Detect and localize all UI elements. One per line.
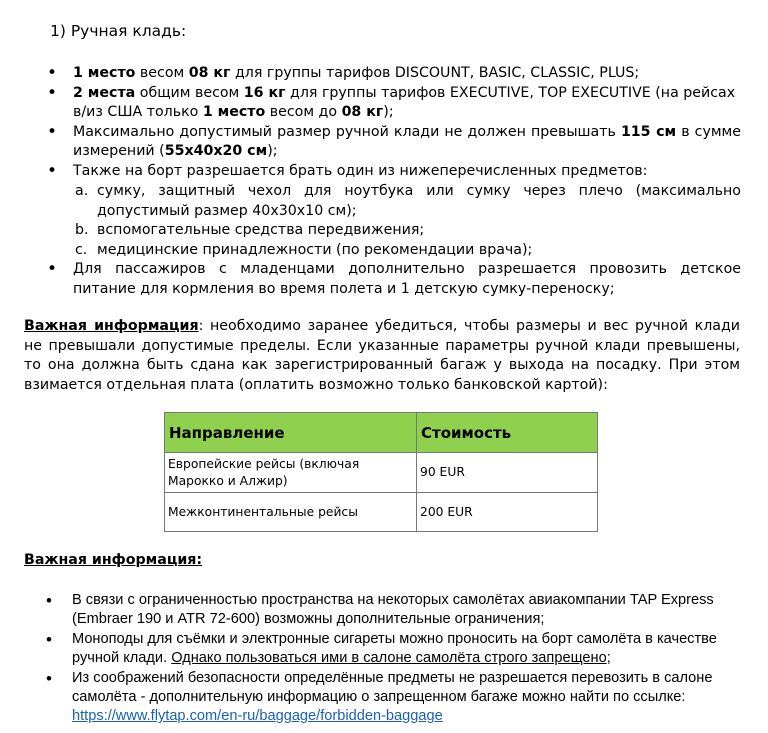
infant-list bbox=[73, 260, 741, 299]
important-info-paragraph: Важная информация: необходимо заранее убедиться, чтобы размеры и вес ручной клади не превышали допустимые пределы. Если указанные параметры ручной клади превышены, то она должна быть сдана как зарегистрированный багаж у выхода на посадку. При этом взимается отдельная плата (оплатить возможно только банковской картой): bbox=[24, 318, 740, 393]
hand-luggage-list bbox=[73, 64, 741, 182]
list-item: • 1 место весом 08 кг для группы тарифов DISCOUNT, BASIC, CLASSIC, PLUS; bbox=[73, 64, 741, 84]
allowed-items-list bbox=[75, 182, 741, 260]
table-header-direction: Направление bbox=[165, 413, 417, 453]
list-item: • Из соображений безопасности определённые предметы не разрешается перевозить в салоне самолёта - дополнительную информацию о запрещенном багаже можно найти по ссылке: https://www.flytap.com/en-ru/baggage/forbidden-baggage bbox=[72, 669, 740, 727]
table-row bbox=[165, 453, 598, 493]
table-row bbox=[165, 493, 598, 532]
list-item: • Также на борт разрешается брать один из нижеперечисленных предметов: bbox=[73, 162, 741, 182]
table-cell: Европейские рейсы (включая Марокко и Алжир) bbox=[165, 453, 417, 493]
fee-table bbox=[164, 412, 598, 532]
list-item: • В связи с ограниченностью пространства на некоторых самолётах авиакомпании TAP Express (Embraer 190 и ATR 72-600) возможны дополнительные ограничения; bbox=[72, 591, 740, 630]
important-info-list bbox=[72, 591, 740, 727]
table-header-cost: Стоимость bbox=[417, 413, 598, 453]
table-cell: Межконтинентальные рейсы bbox=[165, 493, 417, 532]
important-info-heading: Важная информация: bbox=[24, 552, 203, 568]
list-item: • Для пассажиров с младенцами дополнительно разрешается провозить детское питание для кормления во время полета и 1 детскую сумку-переноску; bbox=[73, 260, 741, 299]
table-cell: 90 EUR bbox=[417, 453, 598, 493]
list-item: • 2 места общим весом 16 кг для группы тарифов EXECUTIVE, TOP EXECUTIVE (на рейсах в/из США только 1 место весом до 08 кг); bbox=[73, 84, 741, 123]
list-item: • Максимально допустимый размер ручной клади не должен превышать 115 см в сумме измерений (55x40x20 см); bbox=[73, 123, 741, 162]
list-item: b. вспомогательные средства передвижения; bbox=[75, 222, 425, 239]
list-item: a. сумку, защитный чехол для ноутбука или сумку через плечо (максимально допустимый размер 40x30x10 см); bbox=[75, 183, 741, 219]
section-heading: 1) Ручная кладь: bbox=[50, 22, 187, 40]
list-item: • Моноподы для съёмки и электронные сигареты можно проносить на борт самолёта в качестве ручной клади. Однако пользоваться ими в салоне самолёта строго запрещено; bbox=[72, 630, 740, 669]
table-header-row bbox=[165, 413, 598, 453]
table-cell: 200 EUR bbox=[417, 493, 598, 532]
forbidden-baggage-link[interactable]: https://www.flytap.com/en-ru/baggage/forbidden-baggage bbox=[72, 708, 443, 725]
list-item: c. медицинские принадлежности (по рекомендации врача); bbox=[75, 241, 533, 258]
